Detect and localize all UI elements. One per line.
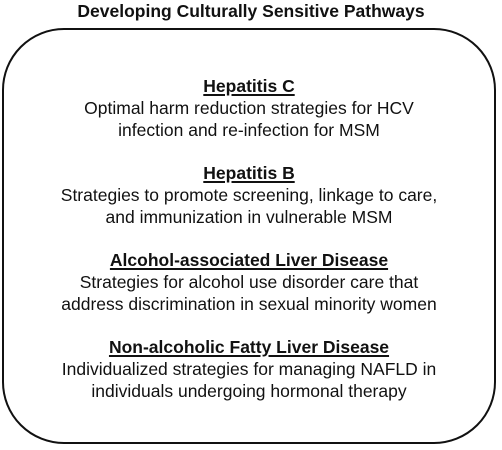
section-description-line: Individualized strategies for managing NAFLD in [61, 359, 437, 379]
section-description-line: individuals undergoing hormonal therapy [91, 381, 407, 401]
figure-title: Developing Culturally Sensitive Pathways [77, 1, 425, 21]
section-description-line: Strategies for alcohol use disorder care that [79, 272, 419, 292]
section-hepatitis-b [0, 162, 498, 228]
section-alcohol-associated-liver-disease [0, 249, 498, 315]
section-heading: Hepatitis C [203, 76, 295, 96]
section-heading: Alcohol-associated Liver Disease [109, 250, 389, 270]
section-description-line: address discrimination in sexual minority women [61, 294, 437, 314]
section-heading: Non-alcoholic Fatty Liver Disease [108, 337, 390, 357]
section-description-line: and immunization in vulnerable MSM [105, 207, 393, 227]
section-heading: Hepatitis B [203, 163, 295, 183]
section-description-line: Optimal harm reduction strategies for HCV [84, 98, 414, 118]
section-non-alcoholic-fatty-liver-disease [0, 336, 498, 402]
section-description-line: Strategies to promote screening, linkage to care, [60, 185, 438, 205]
section-hepatitis-c [0, 75, 498, 141]
section-description-line: infection and re-infection for MSM [118, 120, 380, 140]
